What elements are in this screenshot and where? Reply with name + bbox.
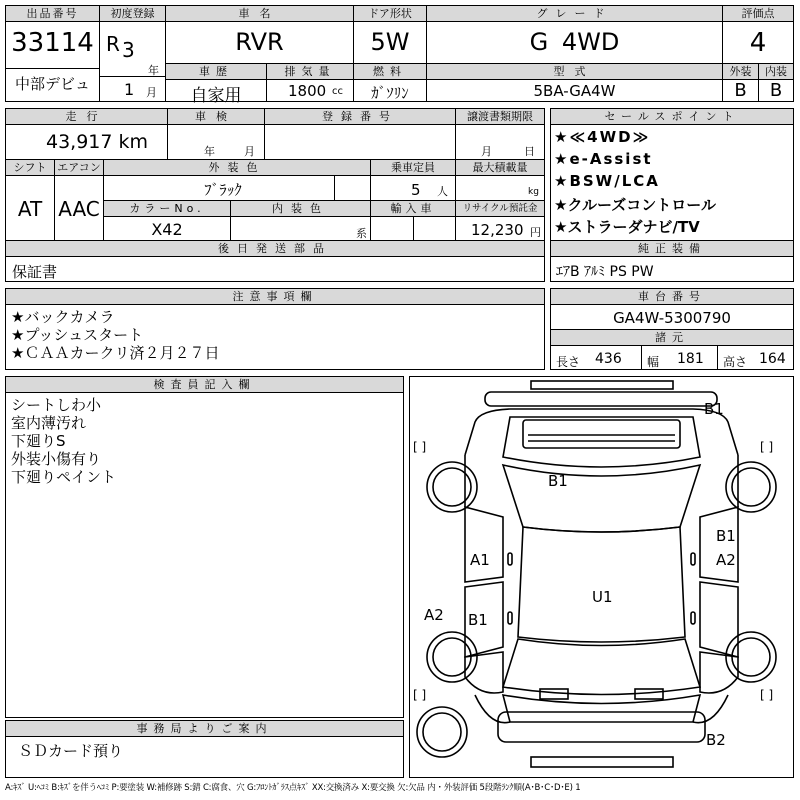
first-reg-label: 初度登録 <box>100 6 165 22</box>
transfer-day-unit: 日 <box>524 145 535 158</box>
ac-type: AAC <box>58 197 100 221</box>
mileage: 43,917 km <box>46 131 149 153</box>
lot-number: 33114 <box>11 28 94 58</box>
history-label: 車歴 <box>166 64 266 80</box>
note-item: ★バックカメラ <box>11 308 115 326</box>
load-unit: kg <box>528 187 539 197</box>
damage-mark: B1 <box>468 611 488 629</box>
mirror-bracket: [ ] <box>413 440 427 454</box>
length-label: 長さ <box>556 355 581 369</box>
light-bracket: [ ] <box>760 688 774 702</box>
car-name: RVR <box>235 28 284 56</box>
inspector-box <box>5 376 404 718</box>
year-unit: 年 <box>148 64 159 77</box>
shift-label: シフト <box>6 160 54 176</box>
door-type: 5W <box>370 28 410 56</box>
inspector-label: 検査員記入欄 <box>6 377 403 393</box>
recycle-label: リサイクル預託金 <box>456 201 544 217</box>
transfer-label: 譲渡書類期限 <box>456 109 544 125</box>
shift: AT <box>17 197 43 221</box>
grade: G 4WD <box>529 28 620 56</box>
displacement-label: 排気量 <box>267 64 353 80</box>
fuel-label: 燃料 <box>354 64 426 80</box>
inspector-item: 下廻りS <box>11 432 66 450</box>
exterior-grade: B <box>734 80 747 101</box>
score-label: 評価点 <box>723 6 793 22</box>
sales-points-box <box>550 108 794 282</box>
exterior-color: ﾌﾞﾗｯｸ <box>204 181 242 199</box>
note-item: ★プッシュスタート <box>11 326 144 344</box>
sales-point: ★クルーズコントロール <box>554 196 716 214</box>
later-parts: 保証書 <box>12 263 58 281</box>
sales-points-label: セールスポイント <box>551 109 793 125</box>
door-label: ドア形状 <box>354 6 426 22</box>
car-name-label: 車名 <box>166 6 353 22</box>
cc-unit: cc <box>332 86 343 97</box>
lot-cell <box>6 6 99 101</box>
factory-equipment: ｴｱB ｱﾙﾐ PS PW <box>556 264 654 280</box>
interior-color-unit: 系 <box>356 227 367 240</box>
inspector-item: 下廻りペイント <box>11 468 117 486</box>
month-unit: 月 <box>146 86 157 99</box>
import-label: 輸入車 <box>371 201 455 217</box>
reg-month: 1 <box>124 80 135 99</box>
inspection-month-unit: 月 <box>244 145 255 158</box>
capacity-unit: 人 <box>437 185 448 198</box>
fuel: ｶﾞｿﾘﾝ <box>371 84 409 102</box>
height-label: 高さ <box>723 355 748 369</box>
history: 自家用 <box>190 86 242 106</box>
color-no-label: カラーNo. <box>104 201 230 217</box>
top-box <box>5 5 794 106</box>
car-outline-diagram <box>410 377 793 777</box>
color-number: X42 <box>151 220 183 239</box>
interior-label: 内装 <box>759 64 793 80</box>
load-label: 最大積載量 <box>456 160 544 176</box>
interior-grade: B <box>769 80 783 101</box>
model-code: 5BA-GA4W <box>533 82 616 100</box>
model-label: 型式 <box>427 64 722 80</box>
width-label: 幅 <box>647 355 660 369</box>
mirror-bracket: [ ] <box>760 440 774 454</box>
damage-mark: A2 <box>424 606 444 624</box>
width: 181 <box>677 351 704 367</box>
light-bracket: [ ] <box>413 688 427 702</box>
sales-point: ★ストラーダナビ/TV <box>554 218 700 236</box>
notes-box <box>5 288 545 370</box>
damage-mark: B1 <box>716 527 736 545</box>
capacity-label: 乗車定員 <box>371 160 455 176</box>
damage-mark: A1 <box>470 551 490 569</box>
chassis-box <box>550 288 794 370</box>
debut-label: 中部デビュ <box>14 75 90 93</box>
spec-label: 諸元 <box>551 330 793 346</box>
color-label: 外装色 <box>104 160 370 176</box>
sales-point: ★BSW/LCA <box>554 172 660 190</box>
chassis-label: 車台番号 <box>551 289 793 305</box>
first-registration-cell <box>100 6 165 101</box>
height: 164 <box>759 351 786 367</box>
office-label: 事務局よりご案内 <box>6 721 403 737</box>
damage-mark: A2 <box>716 551 736 569</box>
inspector-item: シートしわ小 <box>11 396 102 414</box>
grade-label: グレード <box>427 6 722 22</box>
damage-mark: B2 <box>706 731 726 749</box>
score-cell <box>723 6 793 101</box>
sales-point: ★≪4WD≫ <box>554 128 651 146</box>
office-note: ＳＤカード預り <box>18 742 124 760</box>
lot-label: 出品番号 <box>6 6 99 22</box>
vehicle-detail-box <box>5 108 545 282</box>
later-parts-label: 後日発送部品 <box>6 241 544 257</box>
factory-equipment-label: 純正装備 <box>551 241 793 257</box>
inspection-label: 車検 <box>168 109 264 125</box>
capacity: 5 <box>411 181 421 199</box>
office-box <box>5 720 404 778</box>
length: 436 <box>595 351 622 367</box>
mileage-label: 走行 <box>6 109 167 125</box>
recycle-fee: 12,230 <box>471 221 524 239</box>
damage-mark: U1 <box>592 588 613 606</box>
notes-label: 注意事項欄 <box>6 289 544 305</box>
reg-year: 3 <box>122 38 135 62</box>
chassis-number: GA4W-5300790 <box>613 309 731 327</box>
ac-label: エアコン <box>55 160 103 176</box>
score: 4 <box>749 28 767 58</box>
era: R <box>106 32 120 56</box>
damage-mark: B1 <box>704 400 724 418</box>
inspection-year-unit: 年 <box>204 145 215 158</box>
inspector-item: 室内薄汚れ <box>11 414 87 432</box>
plate-label: 登録番号 <box>265 109 455 125</box>
interior-color-label: 内装色 <box>231 201 370 217</box>
inspector-item: 外装小傷有り <box>11 450 102 468</box>
recycle-unit: 円 <box>530 226 541 239</box>
sales-point: ★e-Assist <box>554 150 653 168</box>
displacement: 1800 <box>288 82 327 100</box>
damage-diagram-box <box>409 376 794 778</box>
note-item: ★ＣＡＡカークリ済２月２７日 <box>11 344 220 362</box>
transfer-month-unit: 月 <box>481 145 492 158</box>
exterior-label: 外装 <box>723 64 758 80</box>
legend: A:ｷｽﾞ U:ﾍｺﾐ B:ｷｽﾞを伴うﾍｺﾐ P:要塗装 W:補修跡 S:錆 C:腐食、穴 G:ﾌﾛﾝﾄｶﾞﾗｽ点ｷｽﾞ XX:交換済み X:要交換 欠:欠品 内・外装評価 5段階ﾗﾝｸ順(A･B･C･D･E) 1 <box>5 783 581 793</box>
damage-mark: B1 <box>548 472 568 490</box>
